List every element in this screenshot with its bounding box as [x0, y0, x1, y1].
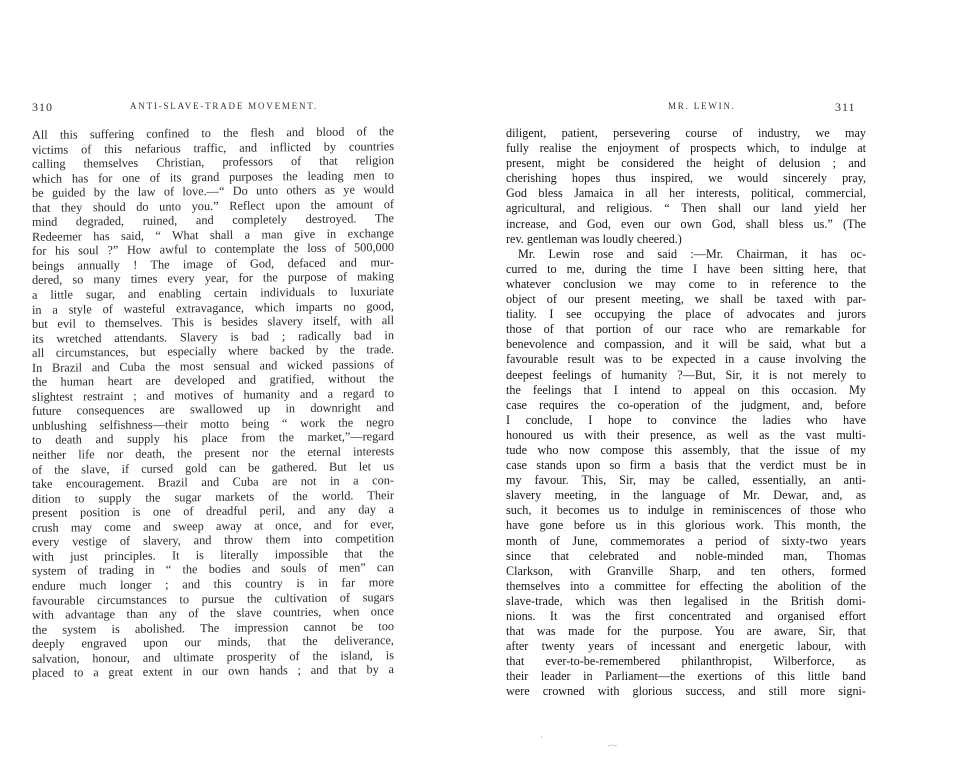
text-line: victims of this nefarious traffic, and inflicted by countries: [32, 138, 394, 157]
text-line: neither life nor death, the present nor the eternal interests: [32, 444, 394, 462]
page-number: 310: [32, 100, 53, 114]
text-line: diligent, patient, persevering course of industry, we may: [506, 126, 866, 140]
text-line: that ever-to-be-remembered philanthropist, Wilberforce, as: [506, 654, 866, 669]
right-page: [490, 0, 980, 771]
running-head: MR. LEWIN.: [668, 101, 736, 111]
text-line: future consequences are swallowed up in downright and: [32, 400, 394, 419]
text-line: have gone before us in this glorious work. This month, the: [506, 518, 866, 533]
text-line: mind degraded, ruined, and completely destroyed. The: [32, 211, 394, 230]
text-line: themselves into a committee for effecting the abolition of the: [506, 578, 866, 593]
text-line: those of that portion of our race who are remarkable for: [506, 322, 866, 337]
text-line: to death and supply his place from the market,”—regard: [32, 429, 394, 448]
text-line: crush may come and sweep away at once, and for ever,: [32, 516, 394, 535]
text-line: cherishing hopes thus inspired, we would sincerely pray,: [506, 171, 866, 186]
text-line: Redeemer has said, “ What shall a man give in exchange: [32, 225, 394, 244]
text-line: salvation, honour, and ultimate prosperity of the island, is: [32, 647, 394, 666]
text-line: curred to me, during the time I have been sitting here, that: [506, 261, 866, 276]
text-line: favourable result was to be expected in a cause involving the: [506, 352, 866, 367]
text-line: fully realise the enjoyment of prospects which, to indulge at: [506, 141, 866, 156]
text-line: beings annually ! The image of God, defaced and mur-: [32, 255, 394, 273]
text-line: system of trading in “ the bodies and souls of men” can: [32, 560, 394, 579]
text-line: that was made for the purpose. You are aware, Sir, that: [506, 624, 866, 639]
text-line: but evil to themselves. This is besides slavery itself, with all: [32, 313, 394, 332]
text-line: every vestige of slavery, and throw them into competition: [32, 531, 394, 550]
text-line: of the slave, if cursed gold can be gathered. But let us: [32, 458, 394, 477]
page-body: [32, 126, 394, 679]
text-line: such, it becomes us to indulge in reminiscences of those who: [506, 503, 866, 518]
text-line: slightest restraint ; and motives of humanity and a regard to: [32, 385, 394, 404]
text-line: favourable circumstances to pursue the cultivation of sugars: [32, 589, 394, 608]
text-line: In Brazil and Cuba the most sensual and wicked passions of: [32, 356, 394, 375]
text-line: unblushing selfishness—their motto being “ work the negro: [32, 415, 394, 433]
text-line: dered, so many times every year, for the purpose of making: [32, 269, 394, 288]
text-line: agricultural, and religious. “ Then shall our land yield her: [506, 201, 866, 216]
text-line: tiality. I see occupying the place of advocates and jurors: [506, 307, 866, 322]
text-line: all circumstances, but especially where backed by the trade.: [32, 342, 394, 361]
text-line: increase, and God, even our own God, shall bless us.” (The: [506, 216, 866, 231]
text-line: endure much longer ; and this country is in far more: [32, 575, 394, 593]
scan-mark: ·: [540, 732, 543, 742]
text-line: its wretched attendants. Slavery is bad ; radically bad in: [32, 327, 394, 346]
text-line: dition to supply the sugar markets of the world. Their: [32, 487, 394, 506]
text-line: case stands upon so firm a basis that the verdict must be in: [506, 458, 866, 473]
text-line: whatever conclusion we may come to in reference to the: [506, 276, 866, 291]
text-line: placed to a great extent in our own hands ; and that by a: [32, 662, 394, 681]
text-line: object of our present meeting, we shall be taxed with par-: [506, 292, 866, 307]
text-line: a little sugar, and enabling certain individuals to luxuriate: [32, 284, 394, 302]
text-line: the feelings that I intend to appeal on this occasion. My: [506, 382, 866, 397]
text-line: since that celebrated and noble-minded man, Thomas: [506, 548, 866, 563]
text-line: case requires the co-operation of the judgment, and, before: [506, 397, 866, 412]
text-line: my favour. This, Sir, may be called, essentially, an anti-: [506, 473, 866, 488]
text-line: which has for one of its grand purposes the leading men to: [32, 167, 394, 186]
text-line: calling themselves Christian, professors of that religion: [32, 153, 394, 171]
text-line: I conclude, I hope to convince the ladies who have: [506, 412, 866, 427]
text-line: the system is abolished. The impression cannot be too: [32, 618, 394, 637]
text-line: deeply engraved upon our minds, that the deliverance,: [32, 633, 394, 652]
page-number: 311: [835, 100, 856, 114]
text-line: month of June, commemorates a period of sixty-two years: [506, 533, 866, 548]
scan-mark: -·-: [608, 740, 617, 750]
text-line: be guided by the law of love.—“ Do unto others as ye would: [32, 182, 394, 201]
text-line: nions. It was the first concentrated and organised effort: [506, 609, 866, 623]
page-body: [506, 126, 866, 700]
text-line: in a style of wasteful extravagance, which imparts no good,: [32, 298, 394, 317]
text-line: deepest feelings of humanity ?—But, Sir, it is not merely to: [506, 367, 866, 382]
running-head: ANTI-SLAVE-TRADE MOVEMENT.: [130, 101, 318, 111]
text-line: were crowned with glorious success, and still more signi-: [506, 684, 866, 699]
text-line: for his soul ?” How awful to contemplate the loss of 500,000: [32, 240, 394, 259]
text-line: slave-trade, which was then legalised in the British domi-: [506, 593, 866, 608]
text-line: with just principles. It is literally impossible that the: [32, 545, 394, 564]
text-line: present position is one of dreadful peril, and any day a: [32, 502, 394, 521]
text-line: benevolence and compassion, and it will be said, what but a: [506, 337, 866, 352]
text-line: with advantage than any of the slave countries, when once: [32, 604, 394, 622]
text-line: All this suffering confined to the flesh and blood of the: [32, 124, 394, 142]
text-line: God bless Jamaica in all her interests, political, commercial,: [506, 186, 866, 201]
text-line: rev. gentleman was loudly cheered.): [506, 231, 682, 246]
text-line: tude who now compose this assembly, that the issue of my: [506, 442, 866, 457]
text-line: Clarkson, with Granville Sharp, and ten others, formed: [506, 563, 866, 578]
text-line: present, might be considered the height of delusion ; and: [506, 156, 866, 171]
text-line: Mr. Lewin rose and said :—Mr. Chairman, it has oc-: [518, 246, 866, 261]
text-line: take encouragement. Brazil and Cuba are not in a con-: [32, 473, 394, 492]
text-line: the human heart are developed and gratified, without the: [32, 371, 394, 390]
text-line: that they should do unto you.” Reflect upon the amount of: [32, 196, 394, 215]
text-line: honoured us with their presence, as well as the vast multi-: [506, 427, 866, 442]
text-line: after twenty years of incessant and energetic labour, with: [506, 639, 866, 654]
text-line: slavery meeting, in the language of Mr. Dewar, and, as: [506, 488, 866, 503]
text-line: their leader in Parliament—the exertions of this little band: [506, 669, 866, 684]
